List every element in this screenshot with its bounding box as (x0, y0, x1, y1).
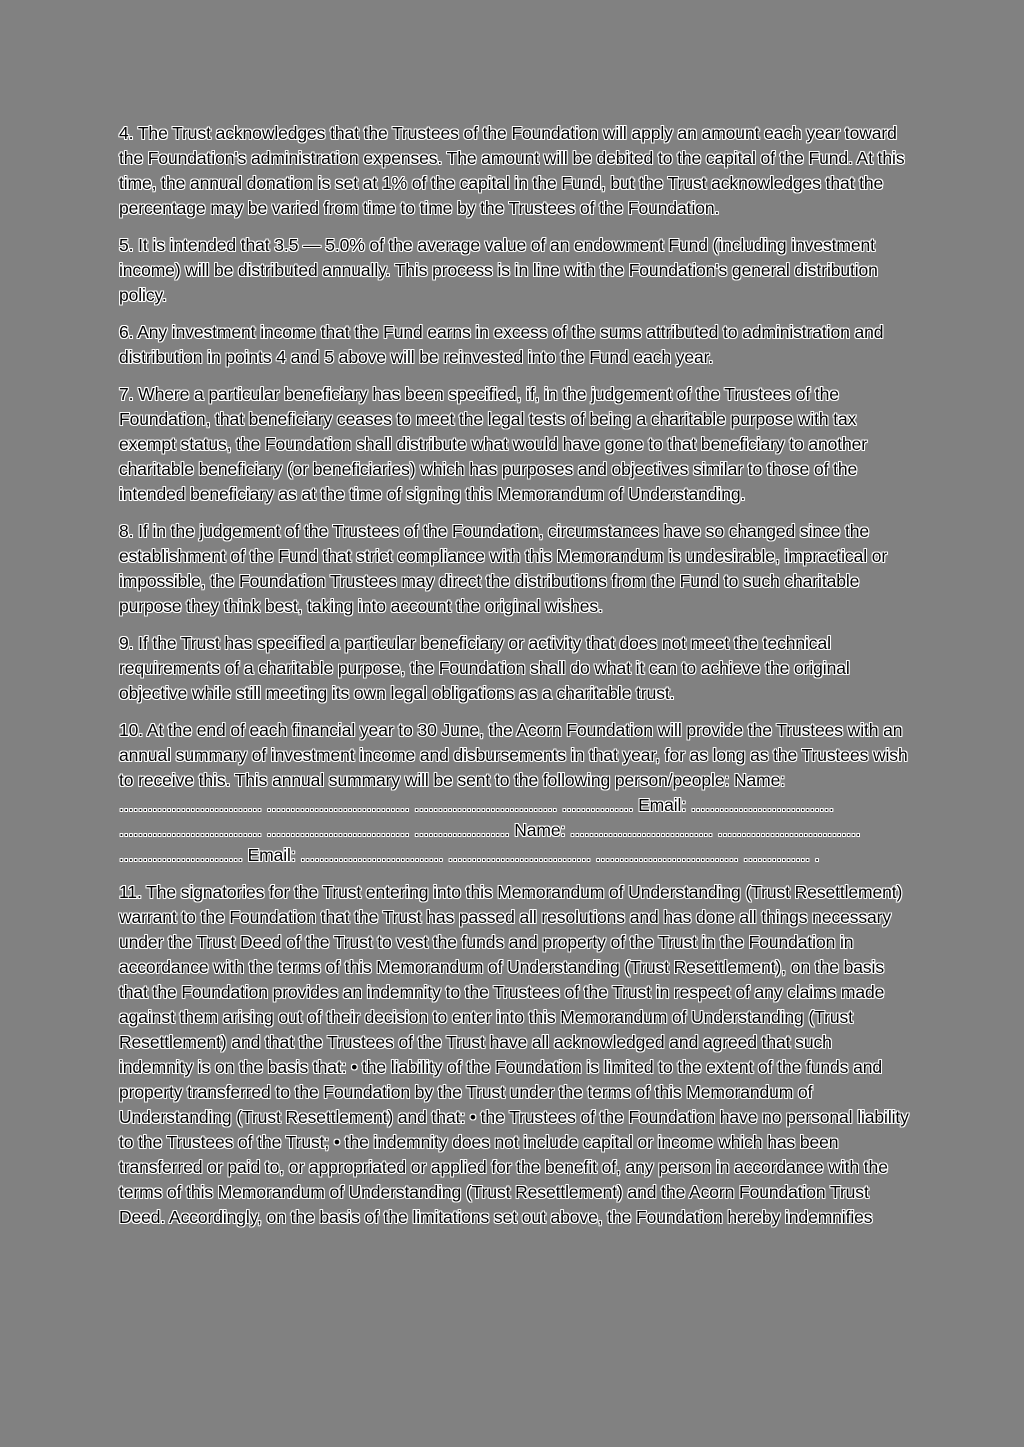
paragraph-5: 5. It is intended that 3.5 — 5.0% of the average value of an endowment Fund (including investment income) will be distributed annually. This process is in line with the Foundation's general distribution policy. (119, 235, 878, 305)
paragraph-4: 4. The Trust acknowledges that the Trustees of the Foundation will apply an amount each year toward the Foundation's administration expenses. The amount will be debited to the capital of the Fund. At this time, the annual donation is set at 1% of the capital in the Fund, but the Trust acknowledges that the percentage may be varied from time to time by the Trustees of the Foundation. (119, 123, 905, 218)
paragraph-9: 9. If the Trust has specified a particular beneficiary or activity that does not meet the technical requirements of a charitable purpose, the Foundation shall do what it can to achieve the original objective while still meeting its own legal obligations as a charitable trust. (119, 633, 850, 703)
paragraph-7: 7. Where a particular beneficiary has been specified, if, in the judgement of the Trustees of the Foundation, that beneficiary ceases to meet the legal tests of being a charitable purpose with tax exempt status, the Foundation shall distribute what would have gone to that beneficiary to another charitable beneficiary (or beneficiaries) which has purposes and objectives similar to those of the intended beneficiary as at the time of signing this Memorandum of Understanding. (119, 384, 868, 504)
memorandum-document-text (119, 121, 909, 1242)
paragraph-6: 6. Any investment income that the Fund earns in excess of the sums attributed to administration and distribution in points 4 and 5 above will be reinvested into the Fund each year. (119, 322, 884, 367)
paragraph-10: 10. At the end of each financial year to 30 June, the Acorn Foundation will provide the Trustees with an annual summary of investment income and disbursements in that year, for as long as the Trustees wish to receive this. This annual summary will be sent to the following person/people: Name: .............................. .............................. .............................. ............... Email: .............................. .............................. .............................. .................... Name: .............................. .............................. .......................... Email: .............................. .............................. .............................. .............. . (119, 720, 908, 865)
paragraph-11: 11. The signatories for the Trust entering into this Memorandum of Understanding (Trust Resettlement) warrant to the Foundation that the Trust has passed all resolutions and has done all things necessary under the Trust Deed of the Trust to vest the funds and property of the Trust in the Foundation in accordance with the terms of this Memorandum of Understanding (Trust Resettlement), on the basis that the Foundation provides an indemnity to the Trustees of the Trust in respect of any claims made against them arising out of their decision to enter into this Memorandum of Understanding (Trust Resettlement) and that the Trustees of the Trust have all acknowledged and agreed that such indemnity is on the basis that: • the liability of the Foundation is limited to the extent of the funds and property transferred to the Foundation by the Trust under the terms of this Memorandum of Understanding (Trust Resettlement) and that: • the Trustees of the Foundation have no personal liability to the Trustees of the Trust; • the indemnity does not include capital or income which has been transferred or paid to, or appropriated or applied for the benefit of, any person in accordance with the terms of this Memorandum of Understanding (Trust Resettlement) and the Acorn Foundation Trust Deed. Accordingly, on the basis of the limitations set out above, the Foundation hereby indemnifies (119, 882, 909, 1227)
paragraph-8: 8. If in the judgement of the Trustees of the Foundation, circumstances have so changed since the establishment of the Fund that strict compliance with this Memorandum is undesirable, impractical or impossible, the Foundation Trustees may direct the distributions from the Fund to such charitable purpose they think best, taking into account the original wishes. (119, 521, 888, 616)
